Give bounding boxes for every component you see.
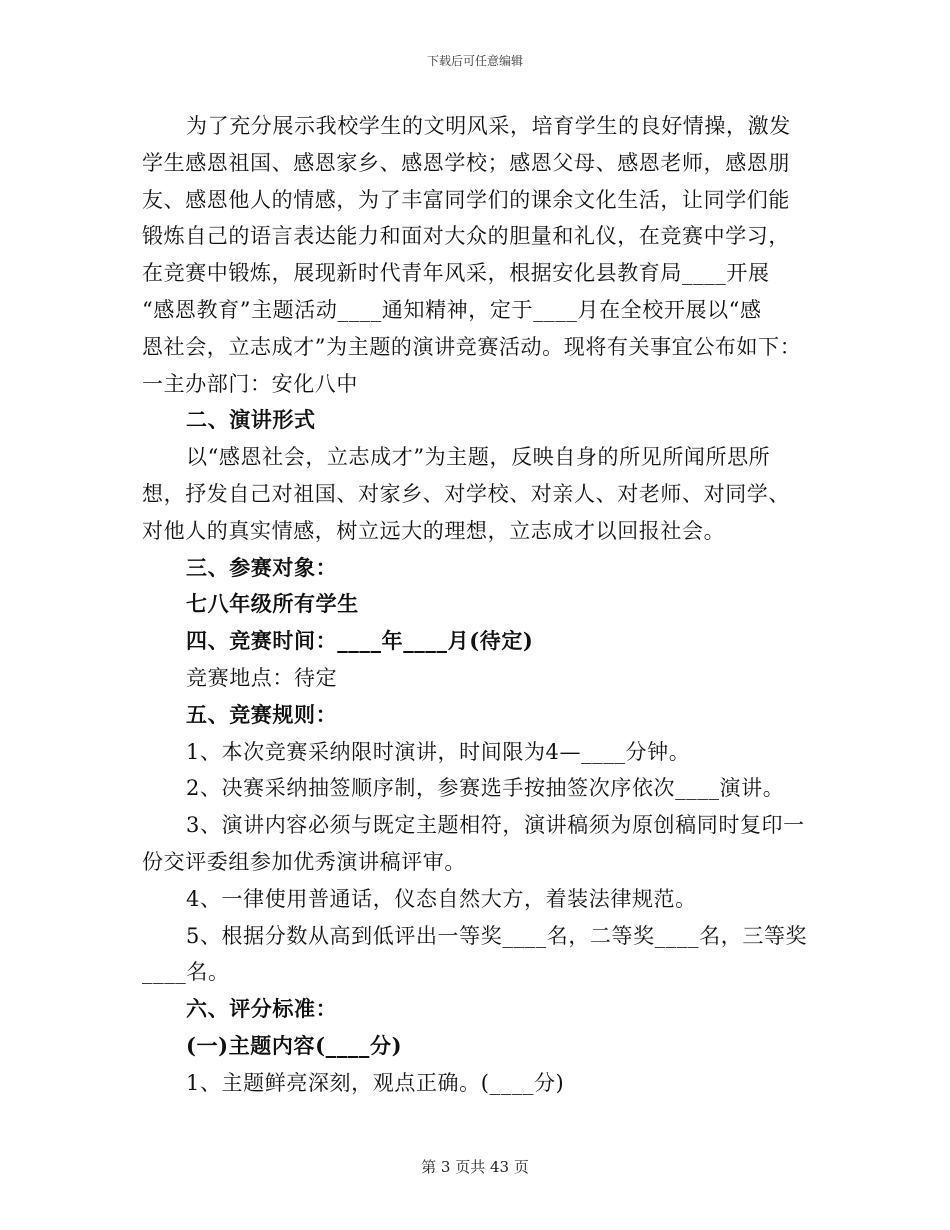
paragraph-line: 对他人的真实情感，树立远大的理想，立志成才以回报社会。 — [142, 518, 726, 543]
paragraph-line: 以“感恩社会，立志成才”为主题，反映自身的所见所闻所思所 — [186, 445, 771, 470]
paragraph-line: 一主办部门：安化八中 — [142, 371, 358, 396]
paragraph-line: 在竞赛中锻炼，展现新时代青年风采，根据安化县教育局____开展 — [142, 261, 770, 286]
paragraph-line: ____名。 — [142, 960, 230, 985]
section-heading: 六、评分标准： — [186, 996, 338, 1022]
paragraph-line: 锻炼自己的语言表达能力和面对大众的胆量和礼仪，在竞赛中学习， — [142, 224, 790, 249]
paragraph-line: 友、感恩他人的情感，为了丰富同学们的课余文化生活，让同学们能 — [142, 187, 790, 212]
document-body — [142, 108, 822, 1102]
section-heading: 三、参赛对象： — [186, 554, 338, 580]
paragraph-line: 恩社会，立志成才”为主题的演讲竞赛活动。现将有关事宜公布如下： — [142, 334, 802, 359]
paragraph-line: 1、本次竞赛采纳限时演讲，时间限为4—____分钟。 — [186, 739, 691, 764]
paragraph-line: 1、主题鲜亮深刻，观点正确。(____分) — [186, 1070, 565, 1095]
paragraph-line: “感恩教育”主题活动____通知精神，定于____月在全校开展以“感 — [142, 297, 762, 322]
section-heading: 四、竞赛时间：____年____月(待定) — [186, 628, 534, 654]
paragraph-line: 5、根据分数从高到低评出一等奖____名，二等奖____名，三等奖 — [186, 923, 808, 948]
paragraph-line: 学生感恩祖国、感恩家乡、感恩学校；感恩父母、感恩老师，感恩朋 — [142, 150, 790, 175]
paragraph-line: 为了充分展示我校学生的文明风采，培育学生的良好情操，激发 — [186, 114, 791, 138]
section-heading: 七八年级所有学生 — [186, 591, 359, 617]
page-footer: 第 3 页共 43 页 — [421, 1158, 529, 1176]
section-heading: (一)主题内容(____分) — [186, 1032, 403, 1058]
paragraph-line: 份交评委组参加优秀演讲稿评审。 — [142, 849, 466, 874]
paragraph-line: 想，抒发自己对祖国、对家乡、对学校、对亲人、对老师、对同学、 — [142, 481, 790, 506]
paragraph-line: 4、一律使用普通话，仪态自然大方，着装法律规范。 — [186, 886, 697, 911]
paragraph-line: 3、演讲内容必须与既定主题相符，演讲稿须为原创稿同时复印一 — [186, 813, 805, 838]
paragraph-line: 2、决赛采纳抽签顺序制，参赛选手按抽签次序依次____演讲。 — [186, 776, 785, 801]
paragraph-line: 竞赛地点：待定 — [186, 665, 338, 690]
page-header: 下载后可任意编辑 — [426, 54, 523, 68]
section-heading: 二、演讲形式 — [186, 407, 316, 433]
section-heading: 五、竞赛规则： — [186, 701, 338, 727]
